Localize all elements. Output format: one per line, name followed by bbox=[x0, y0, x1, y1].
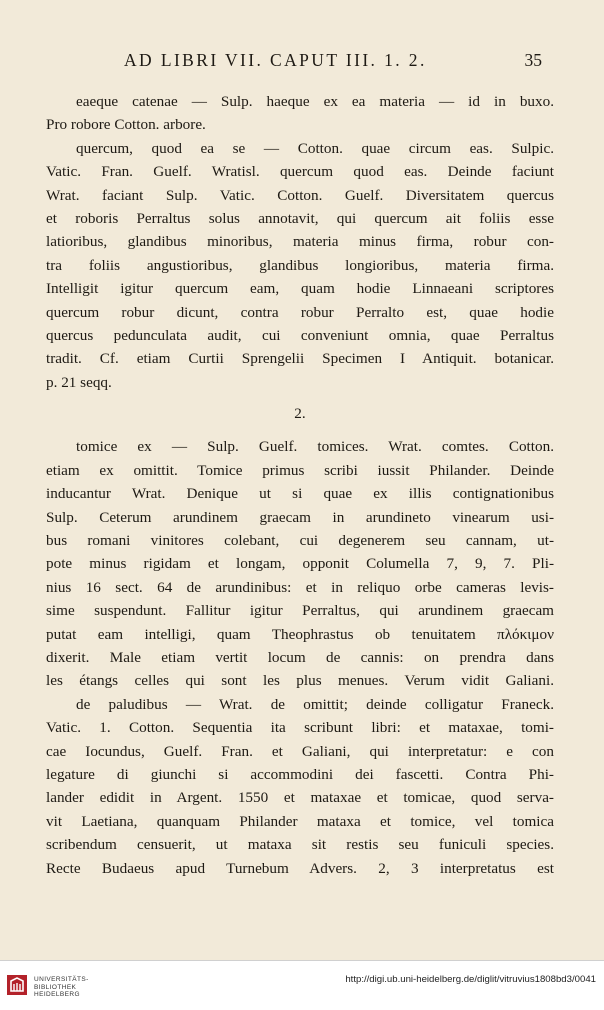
text-line: bus romani vinitores colebant, cui degenerem seu cannam, ut- bbox=[46, 532, 554, 550]
body-text bbox=[46, 90, 554, 880]
text-line: Intelligit igitur quercum eam, quam hodie Linnaeani scriptores bbox=[46, 280, 554, 298]
text-line: Recte Budaeus apud Turnebum Advers. 2, 3 interpretatus est bbox=[46, 859, 554, 877]
section-2 bbox=[46, 435, 554, 879]
text-line: dixerit. Male etiam vertit locum de cannis: on prendra dans bbox=[46, 648, 554, 666]
text-line: quercum robur dicunt, contra robur Perralto est, quae hodie bbox=[46, 303, 554, 321]
text-line: les étangs celles qui sont les plus menues. Verum vidit Galiani. bbox=[46, 672, 554, 690]
text-line: inducantur Wrat. Denique ut si quae ex illis contignationibus bbox=[46, 485, 554, 503]
text-line: Vatic. Fran. Guelf. Wratisl. quercum quod eas. Deinde faciunt bbox=[46, 163, 554, 181]
text-line: latioribus, glandibus minoribus, materia minus firma, robur con- bbox=[46, 233, 554, 251]
source-url[interactable]: http://digi.ub.uni-heidelberg.de/diglit/vitruvius1808bd3/0041 bbox=[345, 974, 596, 985]
text-line: eaeque catenae — Sulp. haeque ex ea materia — id in buxo. bbox=[76, 93, 554, 110]
library-logo[interactable] bbox=[6, 974, 156, 1006]
text-line: Sulp. Ceterum arundinem graecam in arundineto vinearum usi- bbox=[46, 508, 554, 526]
text-line: Wrat. faciant Sulp. Vatic. Cotton. Guelf. Diversitatem quercus bbox=[46, 186, 554, 204]
text-line: et roboris Perraltus solus annotavit, qui quercum ait foliis esse bbox=[46, 209, 554, 227]
text-line: nius 16 sect. 64 de arundinibus: et in reliquo orbe cameras levis- bbox=[46, 578, 554, 596]
logo-text-line: BIBLIOTHEK bbox=[34, 983, 77, 991]
text-line: sime suspendunt. Fallitur igitur Perraltus, qui arundinem graecam bbox=[46, 602, 554, 620]
text-line: putat eam intelligi, quam Theophrastus ob tenuitatem πλόκιμον bbox=[46, 625, 554, 643]
text-line: cae Iocundus, Guelf. Fran. et Galiani, qui interpretatur: e con bbox=[46, 742, 554, 760]
text-line: p. 21 seqq. bbox=[46, 373, 112, 391]
logo-text-line: UNIVERSITÄTS- bbox=[34, 976, 89, 983]
library-logo-text bbox=[34, 976, 89, 999]
page-header bbox=[0, 50, 604, 72]
text-line: scribendum censuerit, ut mataxa sit restis seu funiculi species. bbox=[46, 836, 554, 854]
section-1 bbox=[46, 90, 554, 394]
text-line: quercus pedunculata audit, cui conveniunt omnia, quae Perraltus bbox=[46, 326, 554, 344]
text-line: tomice ex — Sulp. Guelf. tomices. Wrat. comtes. Cotton. bbox=[76, 438, 554, 456]
text-line: etiam ex omittit. Tomice primus scribi iussit Philander. Deinde bbox=[46, 461, 554, 479]
text-line: Pro robore Cotton. arbore. bbox=[46, 116, 206, 134]
library-logo-icon bbox=[6, 974, 28, 996]
text-line: legature di giunchi si accommodini dei fascetti. Contra Phi- bbox=[46, 765, 554, 783]
text-line: pote minus rigidam et longam, opponit Columella 7, 9, 7. Pli- bbox=[46, 555, 554, 573]
text-line: tradit. Cf. etiam Curtii Sprengelii Specimen I Antiquit. botanicar. bbox=[46, 350, 554, 368]
running-head: AD LIBRI VII. CAPUT III. 1. 2. bbox=[124, 50, 427, 70]
text-line: lander edidit in Argent. 1550 et mataxae et tomicae, quod serva- bbox=[46, 789, 554, 807]
logo-text-line: HEIDELBERG bbox=[34, 991, 80, 999]
page-number: 35 bbox=[524, 50, 542, 70]
section-number: 2. bbox=[294, 405, 306, 423]
text-line: Vatic. 1. Cotton. Sequentia ita scribunt libri: et mataxae, tomi- bbox=[46, 719, 554, 737]
text-line: de paludibus — Wrat. de omittit; deinde colligatur Franeck. bbox=[76, 695, 554, 713]
text-line: vit Laetiana, quanquam Philander mataxa et tomice, vel tomica bbox=[46, 812, 554, 830]
viewer-footer bbox=[0, 960, 604, 1010]
text-line: tra foliis angustioribus, glandibus longioribus, materia firma. bbox=[46, 256, 554, 274]
footer-divider bbox=[0, 960, 604, 961]
text-line: quercum, quod ea se — Cotton. quae circum eas. Sulpic. bbox=[76, 139, 554, 157]
